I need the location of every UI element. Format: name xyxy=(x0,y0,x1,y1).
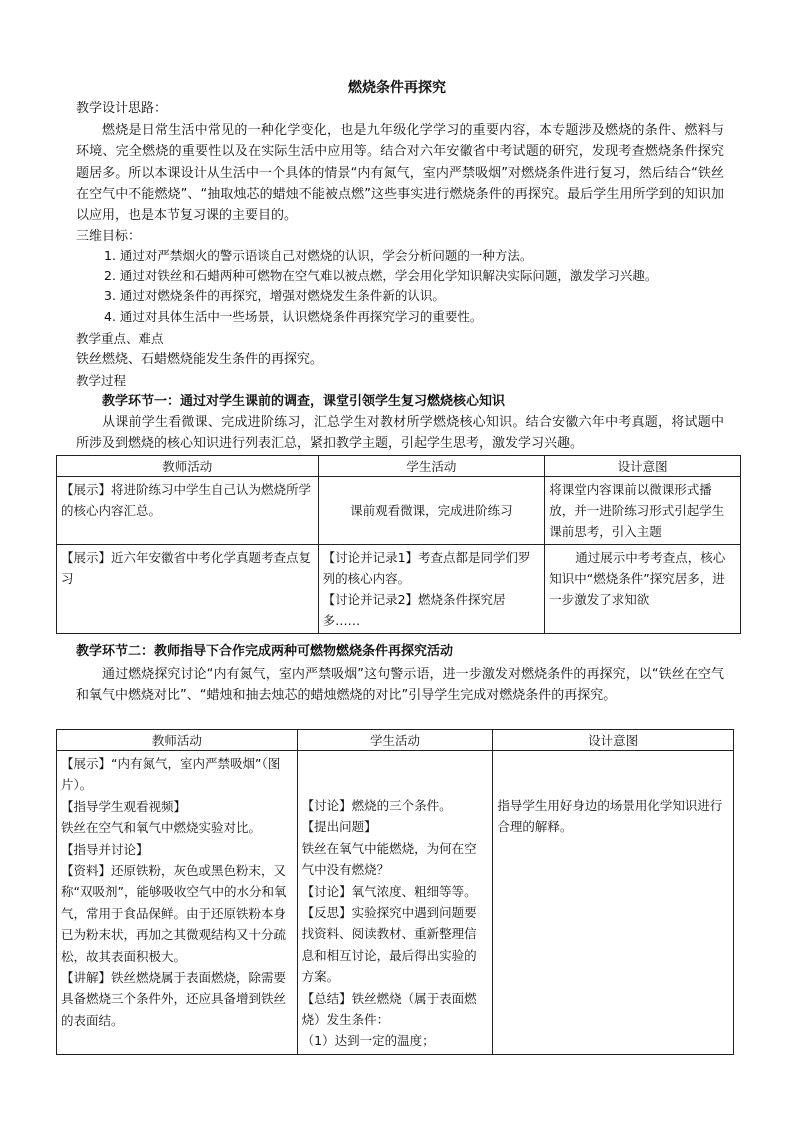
student-cell xyxy=(297,751,493,1055)
intent-cell: 指导学生用好身边的场景用化学知识进行合理的解释。 xyxy=(493,751,734,1055)
section1-heading: 教学环节一：通过对学生课前的调查，课堂引领学生复习燃烧核心知识 xyxy=(102,394,506,409)
goals-list xyxy=(104,246,657,327)
student-line: 铁丝在氧气中能燃烧，为何在空气中没有燃烧？ xyxy=(301,840,477,878)
list-item: 2. 通过对铁丝和石蜡两种可燃物在空气难以被点燃，学会用化学知识解决实际问题，激发学习兴趣。 xyxy=(104,268,658,284)
table-row xyxy=(57,751,734,1055)
teacher-cell: 【展示】近六年安徽省中考化学真题考查点复习 xyxy=(57,545,319,634)
student-cell xyxy=(318,545,545,634)
column-header-intent: 设计意图 xyxy=(545,456,741,477)
teacher-line: 【指导学生观看视频】 xyxy=(61,798,187,814)
teacher-line: 【讲解】铁丝燃烧属于表面燃烧，除需要具备燃烧三个条件外，还应具备增到铁丝的表面结。 xyxy=(61,970,287,1028)
design-paragraph: 燃烧是日常生活中常见的一种化学变化，也是九年级化学学习的重要内容，本专题涉及燃烧的条件、燃料与环境、完全燃烧的重要性以及在实际生活中应用等。结合对六年安徽省中考试题的研究，发现考查燃烧条件探究题居多。所以本课设计从生活中一个具体的情景“内有氮气，室内严禁吸烟”对燃烧条件进行复习，然后结合“铁丝在空气中不能燃烧”、“抽取烛芯的蜡烛不能被点燃”这些事实进行燃烧条件的再探究。最后学生用所学到的知识加以应用，也是本节复习课的主要目的。 xyxy=(76,123,724,224)
section2-heading: 教学环节二：教师指导下合作完成两种可燃物燃烧条件再探究活动 xyxy=(76,644,454,659)
column-header-teacher: 教师活动 xyxy=(57,730,298,751)
goals-heading: 三维目标： xyxy=(76,229,142,244)
focus-heading: 教学重点、难点 xyxy=(76,331,164,346)
focus-text: 铁丝燃烧、石蜡燃烧能发生条件的再探究。 xyxy=(76,352,324,367)
section2-table xyxy=(56,729,734,1055)
page-title: 燃烧条件再探究 xyxy=(348,80,446,96)
column-header-student: 学生活动 xyxy=(318,456,545,477)
section2-paragraph: 通过燃烧探究讨论“内有氮气，室内严禁吸烟”这句警示语，进一步激发对燃烧条件的再探究，以“铁丝在空气和氧气中燃烧对比”、“蜡烛和抽去烛芯的蜡烛燃烧的对比”引导学生完成对燃烧条件的再探究。 xyxy=(76,667,724,704)
table-header-row xyxy=(57,456,741,477)
teacher-cell: 【展示】将进阶练习中学生自己认为燃烧所学的核心内容汇总。 xyxy=(57,477,319,545)
column-header-student: 学生活动 xyxy=(297,730,493,751)
student-line: 【讨论并记录1】考查点都是同学们罗列的核心内容。 xyxy=(322,550,531,586)
table-row xyxy=(57,545,741,634)
list-item: 4. 通过对具体生活中一些场景，认识燃烧条件再探究学习的重要性。 xyxy=(104,308,483,324)
list-item: 1. 通过对严禁烟火的警示语谈自己对燃烧的认识，学会分析问题的一种方法。 xyxy=(104,248,533,263)
teacher-cell xyxy=(57,751,298,1055)
student-line: 【讨论】氧气浓度、粗细等等。 xyxy=(301,883,477,899)
teacher-line: 【资料】还原铁粉，灰色或黑色粉末，又称“双吸剂”，能够吸收空气中的水分和氧气，常用于食品保鲜。由于还原铁粉本身已为粉末状，再加之其微观结构又十分疏松，故其表面积极大。 xyxy=(61,863,287,964)
student-line: 【讨论】燃烧的三个条件。 xyxy=(301,798,452,813)
teacher-line: 【展示】“内有氮气，室内严禁吸烟”（图片）。 xyxy=(61,756,281,793)
process-heading: 教学过程 xyxy=(76,373,127,388)
student-line: （1）达到一定的温度； xyxy=(301,1033,435,1049)
student-line: 【反思】实验探究中遇到问题要找资料、阅读教材、重新整理信息和相互讨论，最后得出实验的方案。 xyxy=(301,905,477,985)
table-header-row xyxy=(57,730,734,751)
teacher-line: 【指导并讨论】 xyxy=(61,841,149,857)
student-line: 【讨论并记录2】燃烧条件探究居多…… xyxy=(322,592,506,628)
column-header-teacher: 教师活动 xyxy=(57,456,319,477)
table-row xyxy=(57,477,741,545)
design-heading: 教学设计思路： xyxy=(76,101,168,116)
column-header-intent: 设计意图 xyxy=(493,730,734,751)
list-item: 3. 通过对燃烧条件的再探究，增强对燃烧发生条件新的认识。 xyxy=(104,288,445,304)
teacher-line: 铁丝在空气和氧气中燃烧实验对比。 xyxy=(61,820,262,836)
section1-table xyxy=(56,455,741,634)
student-cell: 课前观看微课，完成进阶练习 xyxy=(318,477,545,545)
intent-cell: 将课堂内容课前以微课形式播放，并一进阶练习形式引起学生课前思考，引入主题 xyxy=(545,477,741,545)
section1-paragraph: 从课前学生看微课、完成进阶练习，汇总学生对教材所学燃烧核心知识。结合安徽六年中考真题，将试题中所涉及到燃烧的核心知识进行列表汇总，紧扣教学主题，引起学生思考，激发学习兴趣。 xyxy=(76,415,724,452)
student-line: 【提出问题】 xyxy=(301,819,377,835)
intent-cell: 通过展示中考考查点，核心知识中“燃烧条件”探究居多，进一步激发了求知欲 xyxy=(545,545,741,634)
student-line: 【总结】铁丝燃烧（属于表面燃烧）发生条件： xyxy=(301,990,477,1028)
